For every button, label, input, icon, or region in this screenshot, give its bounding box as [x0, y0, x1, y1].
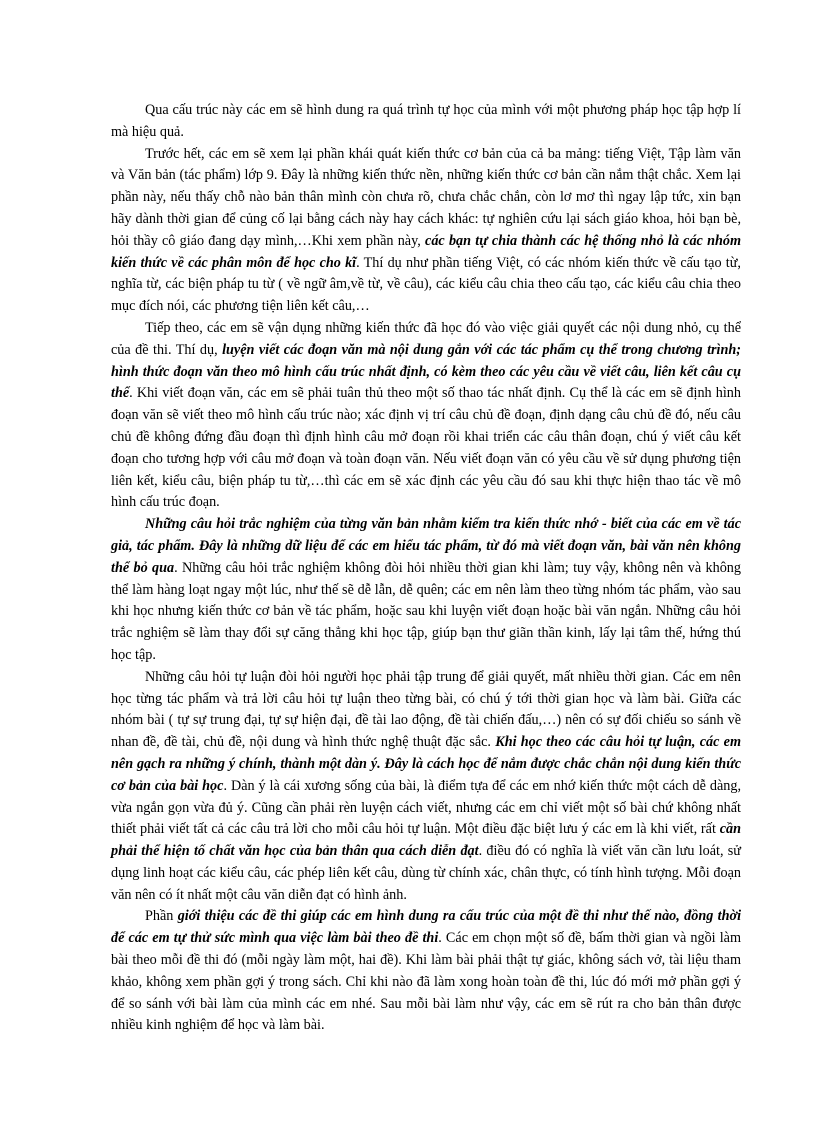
paragraph-2 — [111, 144, 741, 318]
text-run: Những câu hỏi tự luận đòi hỏi người học phải tập trung để giải quyết, mất nhiều thời gian. Các em nên học từng tác phẩm và trả lời câu hỏi tự luận theo từng bài, có chú ý tới thời gian học và làm bài. Giữa các nhóm bài ( tự sự trung đại, tự sự hiện đại, đề tài lao động, đề tài chiến đấu,…) nên có sự đối chiếu so sánh về nhan đề, đề tài, chủ đề, nội dung và hình thức nghệ thuật đặc sắc. — [111, 668, 741, 751]
text-run: . Các em chọn một số đề, bấm thời gian và ngồi làm bài theo mỗi đề thi đó (mỗi ngày làm một, hai đề). Khi làm bài phải thật tự giác, không sách vở, tài liệu tham khảo, không xem phần gợi ý trong sách. Chỉ khi nào đã làm xong hoàn toàn đề thi, lúc đó mới mở phần gợi ý để so sánh với bài làm của mình các em nhé. Sau mỗi bài làm như vậy, các em sẽ rút ra cho bản thân được nhiều kinh nghiệm để học và làm bài. — [111, 930, 742, 1034]
text-run: Qua cấu trúc này các em sẽ hình dung ra quá trình tự học của mình với một phương pháp học tập hợp lí mà hiệu quả. — [111, 102, 741, 140]
emphasis-run: cần phải thể hiện tố chất văn học của bản thân qua cách diễn đạt — [111, 821, 741, 860]
emphasis-run: các bạn tự chia thành các hệ thống nhỏ là các nhóm kiến thức về các phân môn để học cho kĩ — [111, 232, 741, 271]
emphasis-run: giới thiệu các đề thi giúp các em hình dung ra cấu trúc của một đề thi như thế nào, đồng thời để các em tự thử sức mình qua việc làm bài theo đề thi — [111, 908, 742, 947]
paragraph-3 — [111, 318, 741, 514]
emphasis-run: luyện viết các đoạn văn mà nội dung gắn với các tác phẩm cụ thể trong chương trình; hình thức đoạn văn theo mô hình cấu trúc nhất định, có kèm theo các yêu cầu về viết câu, liên kết câu cụ thể — [111, 341, 741, 402]
emphasis-run: Khi học theo các câu hỏi tự luận, các em nên gạch ra những ý chính, thành một dàn ý. Đây là cách học để nắm được chắc chắn nội dung kiến thức cơ bản của bài học — [111, 734, 741, 794]
text-run: Tiếp theo, các em sẽ vận dụng những kiến thức đã học đó vào việc giải quyết các nội dung nhỏ, cụ thể của đề thi. Thí dụ, — [111, 319, 741, 358]
paragraph-1 — [111, 100, 741, 144]
document-page — [111, 100, 741, 1037]
text-run: . Thí dụ như phần tiếng Việt, có các nhóm kiến thức về cấu tạo từ, nghĩa từ, các biện pháp tu từ ( về ngữ âm,về từ, về câu), các kiểu câu chia theo cấu tạo, các kiểu câu chia theo mục đích nói, các phương tiện liên kết câu,… — [111, 254, 741, 315]
text-run: . Những câu hỏi trắc nghiệm không đòi hỏi nhiều thời gian khi làm; tuy vậy, không nên và không thể làm hàng loạt ngay một lúc, như thế sẽ dễ lẫn, dễ quên; các em nên làm theo từng nhóm tác phẩm, vào sau khi học nhưng kiến thức cơ bản về tác phẩm, hoặc sau khi luyện viết đoạn hoặc bài văn ngắn. Những câu hỏi trắc nghiệm sẽ làm thay đổi sự căng thẳng khi học tập, giúp bạn thư giãn thần kinh, lấy lại tâm thế, hứng thú học tập. — [111, 559, 741, 663]
paragraph-5 — [111, 667, 741, 907]
emphasis-run: Những câu hỏi trắc nghiệm của từng văn bản nhằm kiểm tra kiến thức nhớ - biết của các em về tác giả, tác phẩm. Đây là những dữ liệu để các em hiểu tác phẩm, từ đó mà viết đoạn văn, bài văn nên không thể bỏ qua — [111, 516, 741, 576]
text-run: . Khi viết đoạn văn, các em sẽ phải tuân thủ theo một số thao tác nhất định. Cụ thể là các em sẽ định hình đoạn văn sẽ viết theo mô hình cấu trúc nào; xác định vị trí câu chủ đề đoạn, định dạng câu chủ đề đó, nếu câu chủ đề không đứng đầu đoạn thì định hình câu mở đoạn rồi khai triển các câu thân đoạn, chú ý viết câu kết đoạn cho tương hợp với câu mở đoạn và toàn đoạn văn. Nếu viết đoạn văn có yêu cầu về sử dụng phương tiện liên kết, kiểu câu, biện pháp tu từ,…thì các em sẽ xác định các yêu cầu đó sau khi thực hiện thao tác về mô hình cấu trúc đoạn. — [111, 385, 741, 511]
text-run: . điều đó có nghĩa là viết văn cần lưu loát, sử dụng linh hoạt các kiểu câu, các phép liên kết câu, dùng từ chính xác, chân thực, có tính hình tượng. Mỗi đoạn văn nên có ít nhất một câu văn diễn đạt có hình ảnh. — [111, 843, 741, 903]
text-run: Phần — [145, 908, 178, 925]
paragraph-4 — [111, 514, 741, 667]
text-run: Trước hết, các em sẽ xem lại phần khái quát kiến thức cơ bản của cả ba mảng: tiếng Việt, Tập làm văn và Văn bản (tác phẩm) lớp 9. Đây là những kiến thức nền, những kiến thức cơ bản cần nắm thật chắc. Xem lại phần này, nếu thấy chỗ nào bản thân mình còn chưa rõ, chưa chắc chắn, còn lơ mơ thì ngay lập tức, xin bạn hãy dành thời gian để củng cố lại bằng cách này hay cách khác: tự nghiên cứu lại sách giáo khoa, hỏi bạn bè, hỏi thầy cô giáo đang dạy mình,…Khi xem phần này, — [111, 145, 741, 249]
text-run: . Dàn ý là cái xương sống của bài, là điểm tựa để các em nhớ kiến thức một cách dễ dàng, vừa ngắn gọn vừa đủ ý. Cũng cần phải rèn luyện cách viết, nhưng các em chỉ viết một số bài chứ không nhất thiết phải viết tất cả các câu trả lời cho mỗi câu hỏi tự luận. Một điều đặc biệt lưu ý các em là khi viết, rất — [111, 777, 741, 838]
paragraph-6 — [111, 906, 741, 1037]
